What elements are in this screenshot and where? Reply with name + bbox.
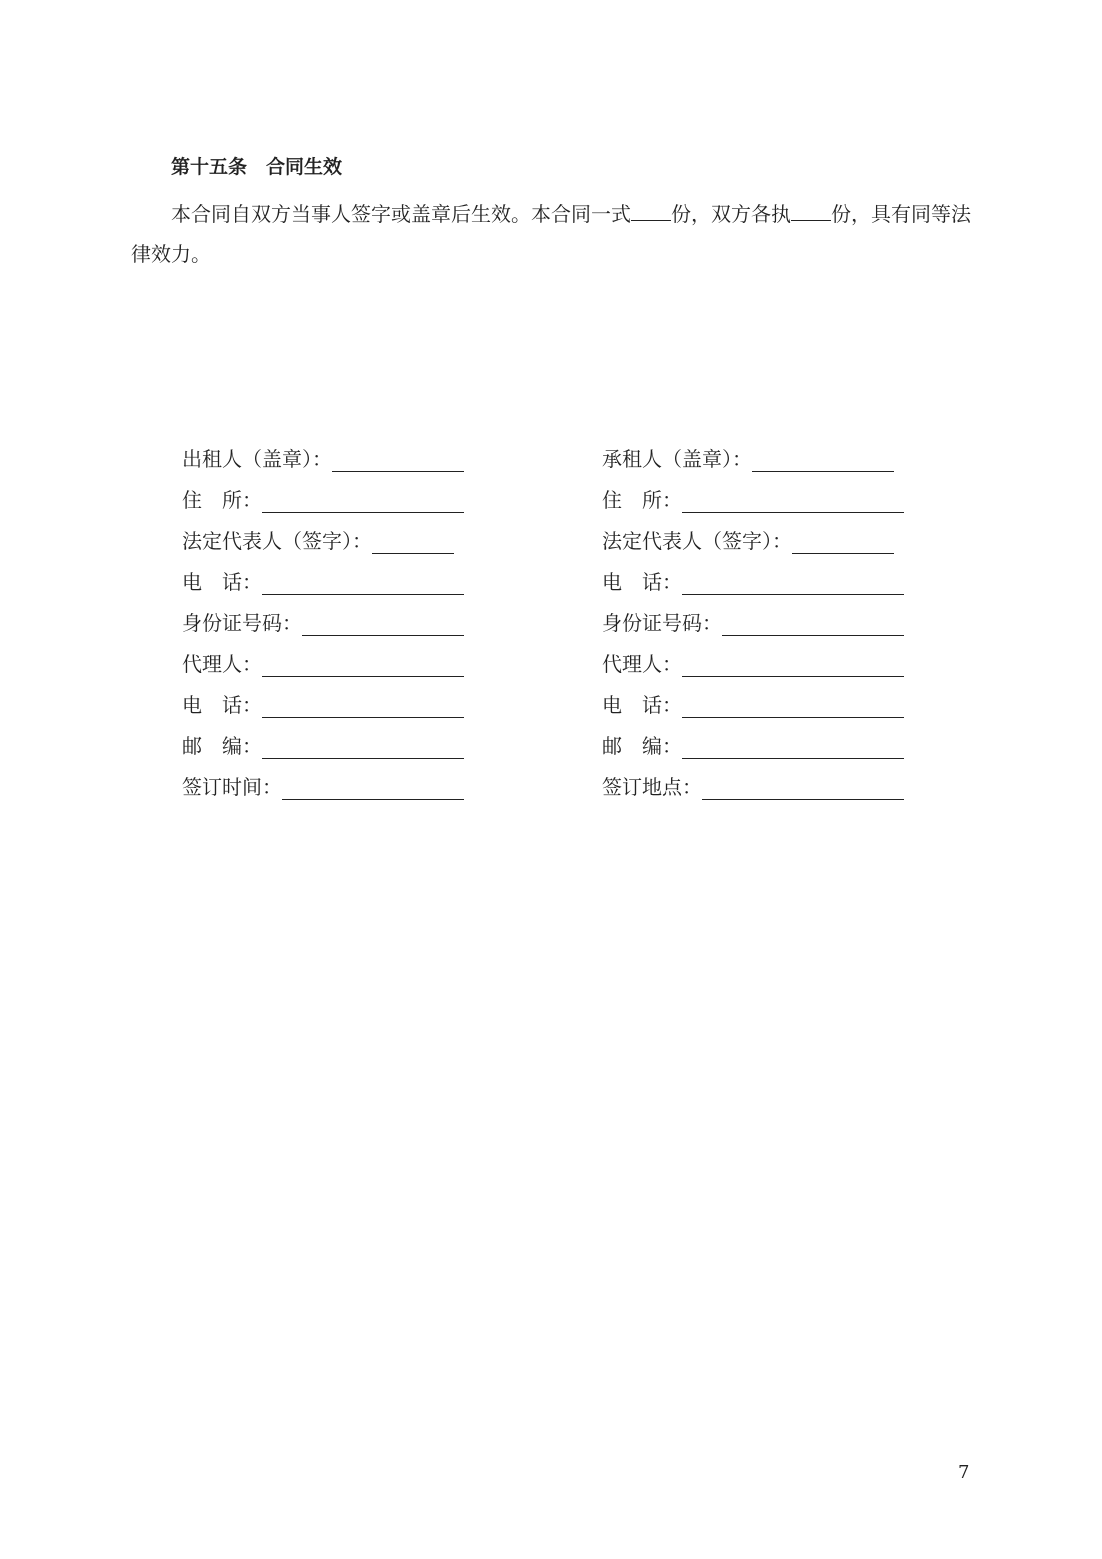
sign-time-label: 签订时间： bbox=[182, 775, 282, 799]
lessor-id-label: 身份证号码： bbox=[182, 611, 302, 635]
lessee-postcode-label: 邮 编： bbox=[602, 734, 682, 758]
lessee-postcode-line[interactable] bbox=[682, 758, 904, 759]
sign-time-line[interactable] bbox=[282, 799, 464, 800]
lessee-legal-rep-label: 法定代表人（签字）： bbox=[602, 529, 792, 553]
sign-place-row bbox=[602, 760, 932, 801]
lessor-signature-block bbox=[182, 432, 512, 801]
lessee-agent-label: 代理人： bbox=[602, 652, 682, 676]
article-body bbox=[131, 194, 971, 274]
lessee-address-row bbox=[602, 473, 932, 514]
lessee-address-label: 住 所： bbox=[602, 488, 682, 512]
lessee-agent-phone-line[interactable] bbox=[682, 717, 904, 718]
lessor-id-line[interactable] bbox=[302, 635, 464, 636]
lessor-seal-line[interactable] bbox=[332, 471, 464, 472]
lessee-id-label: 身份证号码： bbox=[602, 611, 722, 635]
lessee-agent-row bbox=[602, 637, 932, 678]
lessee-legal-rep-row bbox=[602, 514, 932, 555]
sign-time-row bbox=[182, 760, 512, 801]
lessee-seal-label: 承租人（盖章）： bbox=[602, 447, 752, 471]
lessor-agent-row bbox=[182, 637, 512, 678]
lessor-agent-phone-line[interactable] bbox=[262, 717, 464, 718]
lessor-postcode-line[interactable] bbox=[262, 758, 464, 759]
copies-total-blank bbox=[631, 200, 671, 221]
lessee-seal-line[interactable] bbox=[752, 471, 894, 472]
lessee-signature-block bbox=[602, 432, 932, 801]
lessee-phone-line[interactable] bbox=[682, 594, 904, 595]
lessee-phone-label: 电 话： bbox=[602, 570, 682, 594]
lessee-agent-phone-label: 电 话： bbox=[602, 693, 682, 717]
lessor-agent-phone-label: 电 话： bbox=[182, 693, 262, 717]
lessee-address-line[interactable] bbox=[682, 512, 904, 513]
lessor-address-line[interactable] bbox=[262, 512, 464, 513]
lessor-address-row bbox=[182, 473, 512, 514]
lessor-seal-label: 出租人（盖章）： bbox=[182, 447, 332, 471]
copies-each-blank bbox=[791, 200, 831, 221]
article-heading: 第十五条 合同生效 bbox=[171, 156, 343, 178]
lessee-postcode-row bbox=[602, 719, 932, 760]
page-number: 7 bbox=[958, 1462, 970, 1483]
lessor-phone-line[interactable] bbox=[262, 594, 464, 595]
lessee-legal-rep-line[interactable] bbox=[792, 553, 894, 554]
lessor-phone-row bbox=[182, 555, 512, 596]
lessor-id-row bbox=[182, 596, 512, 637]
lessee-seal-row bbox=[602, 432, 932, 473]
lessee-id-line[interactable] bbox=[722, 635, 904, 636]
lessor-address-label: 住 所： bbox=[182, 488, 262, 512]
lessor-agent-label: 代理人： bbox=[182, 652, 262, 676]
lessor-agent-line[interactable] bbox=[262, 676, 464, 677]
lessor-legal-rep-label: 法定代表人（签字）： bbox=[182, 529, 372, 553]
lessor-legal-rep-row bbox=[182, 514, 512, 555]
lessee-agent-phone-row bbox=[602, 678, 932, 719]
lessee-agent-line[interactable] bbox=[682, 676, 904, 677]
article-body-part2: 份，双方各执 bbox=[671, 202, 791, 226]
lessee-phone-row bbox=[602, 555, 932, 596]
sign-place-line[interactable] bbox=[702, 799, 904, 800]
lessor-postcode-row bbox=[182, 719, 512, 760]
sign-place-label: 签订地点： bbox=[602, 775, 702, 799]
lessor-postcode-label: 邮 编： bbox=[182, 734, 262, 758]
lessor-legal-rep-line[interactable] bbox=[372, 553, 454, 554]
lessor-seal-row bbox=[182, 432, 512, 473]
lessor-agent-phone-row bbox=[182, 678, 512, 719]
lessor-phone-label: 电 话： bbox=[182, 570, 262, 594]
lessee-id-row bbox=[602, 596, 932, 637]
article-body-part3: 份，具有同等法律效力。 bbox=[131, 202, 971, 266]
article-body-part1: 本合同自双方当事人签字或盖章后生效。本合同一式 bbox=[171, 202, 631, 226]
